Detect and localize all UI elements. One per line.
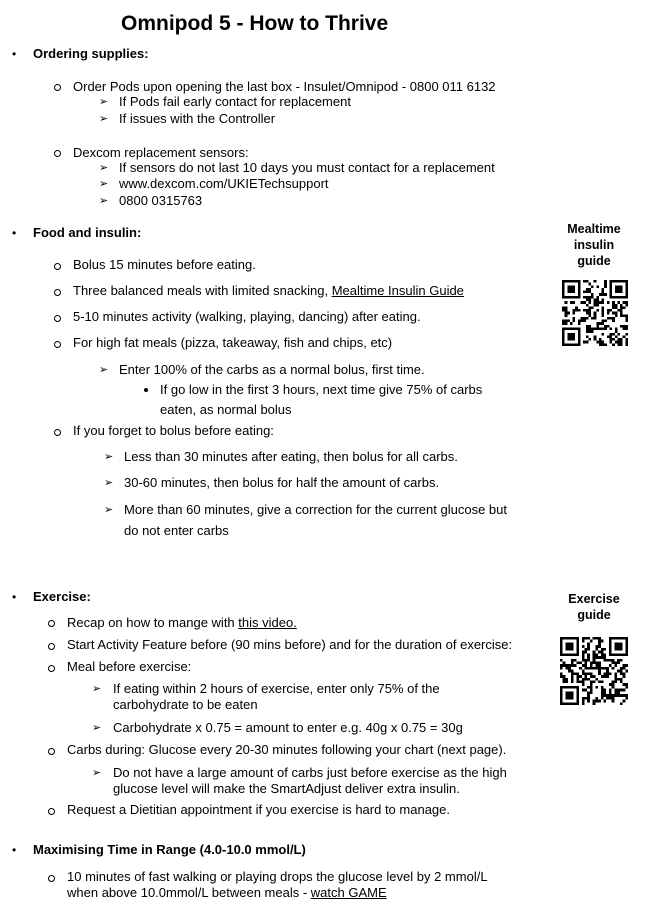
ordering-pods-sub: If issues with the Controller	[119, 111, 276, 126]
food-bolus: Bolus 15 minutes before eating.	[73, 257, 256, 272]
carbs-sub-line2: glucose level will make the SmartAdjust deliver extra insulin.	[113, 781, 460, 796]
bullet: •	[12, 590, 17, 604]
section-heading-food: Food and insulin:	[33, 225, 142, 240]
qr-label-line: Exercise	[568, 592, 620, 606]
circle-bullet	[48, 643, 55, 650]
highfat-sub2-line2: eaten, as normal bolus	[160, 402, 292, 417]
exercise-video-link[interactable]: this video.	[238, 615, 297, 630]
ordering-dexcom: Dexcom replacement sensors:	[73, 145, 249, 160]
arrow-bullet: ➢	[104, 477, 114, 489]
arrow-bullet: ➢	[104, 451, 114, 463]
arrow-bullet: ➢	[99, 113, 109, 125]
meal-sub1-line2: carbohydrate to be eaten	[113, 697, 258, 712]
arrow-bullet: ➢	[92, 683, 102, 695]
qr-label-line: Mealtime	[567, 222, 621, 236]
circle-bullet	[54, 341, 61, 348]
arrow-bullet: ➢	[99, 195, 109, 207]
forget-sub3-line2: do not enter carbs	[124, 523, 229, 538]
bullet: •	[12, 226, 17, 240]
highfat-sub2-line1: If go low in the first 3 hours, next time give 75% of carbs	[160, 382, 483, 397]
food-highfat: For high fat meals (pizza, takeaway, fish and chips, etc)	[73, 335, 393, 350]
exercise-activity-feature: Start Activity Feature before (90 mins before) and for the duration of exercise:	[67, 637, 513, 652]
circle-bullet	[54, 263, 61, 270]
tir-item-text: when above 10.0mmol/L between meals -	[67, 885, 311, 900]
arrow-bullet: ➢	[99, 96, 109, 108]
circle-bullet	[54, 84, 61, 91]
qr-label-line: guide	[577, 608, 611, 622]
exercise-carbs-during: Carbs during: Glucose every 20-30 minutes following your chart (next page).	[67, 742, 507, 757]
arrow-bullet: ➢	[99, 162, 109, 174]
circle-bullet	[48, 748, 55, 755]
arrow-bullet: ➢	[99, 178, 109, 190]
bullet: •	[12, 47, 17, 61]
circle-bullet	[48, 808, 55, 815]
ordering-pods: Order Pods upon opening the last box - Insulet/Omnipod - 0800 011 6132	[73, 79, 496, 94]
arrow-bullet: ➢	[99, 364, 109, 376]
carbs-sub-line1: Do not have a large amount of carbs just before exercise as the high	[113, 765, 507, 780]
arrow-bullet: ➢	[92, 722, 102, 734]
circle-bullet	[54, 150, 61, 157]
bullet: •	[12, 843, 17, 857]
dexcom-sub-link: www.dexcom.com/UKIETechsupport	[119, 176, 329, 191]
section-heading-tir: Maximising Time in Range (4.0-10.0 mmol/L)	[33, 842, 306, 857]
meal-sub1-line1: If eating within 2 hours of exercise, enter only 75% of the	[113, 681, 440, 696]
tir-item-line1: 10 minutes of fast walking or playing drops the glucose level by 2 mmol/L	[67, 869, 488, 884]
forget-sub3-line1: More than 60 minutes, give a correction for the current glucose but	[124, 502, 507, 517]
circle-bullet	[54, 289, 61, 296]
section-heading-exercise: Exercise:	[33, 589, 91, 604]
meal-sub2: Carbohydrate x 0.75 = amount to enter e.g. 40g x 0.75 = 30g	[113, 720, 463, 735]
food-meals-text: Three balanced meals with limited snacking,	[73, 283, 332, 298]
page-title: Omnipod 5 - How to Thrive	[121, 12, 389, 35]
dexcom-sub: 0800 0315763	[119, 193, 203, 208]
highfat-sub: Enter 100% of the carbs as a normal bolus, first time.	[119, 362, 425, 377]
tir-item-line2	[67, 885, 387, 901]
forget-sub2: 30-60 minutes, then bolus for half the amount of carbs.	[124, 475, 440, 490]
food-forget: If you forget to bolus before eating:	[73, 423, 274, 438]
dot-bullet	[144, 388, 148, 392]
watch-game-link[interactable]: watch GAME	[310, 885, 387, 900]
arrow-bullet: ➢	[92, 767, 102, 779]
exercise-meal-before: Meal before exercise:	[67, 659, 192, 674]
circle-bullet	[48, 620, 55, 627]
qr-code-icon[interactable]	[560, 637, 628, 705]
exercise-recap-text: Recap on how to mange with	[67, 615, 239, 630]
food-activity: 5-10 minutes activity (walking, playing, dancing) after eating.	[73, 309, 421, 324]
circle-bullet	[48, 875, 55, 882]
circle-bullet	[54, 315, 61, 322]
mealtime-insulin-guide-link[interactable]: Mealtime Insulin Guide	[331, 283, 464, 298]
circle-bullet	[48, 665, 55, 672]
forget-sub1: Less than 30 minutes after eating, then bolus for all carbs.	[124, 449, 458, 464]
qr-label-line: insulin	[573, 238, 615, 252]
arrow-bullet: ➢	[104, 504, 114, 516]
exercise-dietitian: Request a Dietitian appointment if you exercise is hard to manage.	[67, 802, 450, 817]
food-meals	[73, 283, 464, 299]
qr-label-mealtime	[552, 221, 636, 269]
qr-label-line: guide	[577, 254, 611, 268]
qr-label-exercise	[552, 591, 636, 623]
dexcom-sub: If sensors do not last 10 days you must contact for a replacement	[119, 160, 495, 175]
exercise-recap	[67, 615, 297, 631]
section-heading-ordering: Ordering supplies:	[33, 46, 149, 61]
ordering-pods-sub: If Pods fail early contact for replacement	[119, 94, 351, 109]
qr-code-icon[interactable]	[562, 280, 628, 346]
circle-bullet	[54, 429, 61, 436]
